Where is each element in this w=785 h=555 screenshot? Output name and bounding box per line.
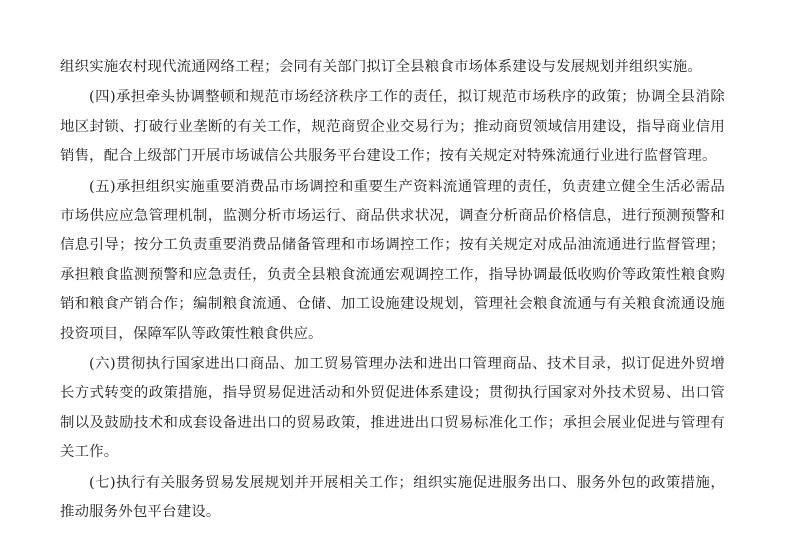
paragraph-item-7: (七)执行有关服务贸易发展规划并开展相关工作；组织实施促进服务出口、服务外包的政策措施，推动服务外包平台建设。 [60,474,725,521]
paragraph-item-6: (六)贯彻执行国家进出口商品、加工贸易管理办法和进出口管理商品、技术目录，拟订促进外贸增长方式转变的政策措施，指导贸易促进活动和外贸促进体系建设；贯彻执行国家对外技术贸易、出口管制以及鼓励技术和成套设备进出口的贸易政策，推进进出口贸易标准化工作；承担会展业促进与管理有关工作。 [60,356,725,461]
paragraph-continuation: 组织实施农村现代流通网络工程；会同有关部门拟订全县粮食市场体系建设与发展规划并组织实施。 [60,59,702,75]
paragraph-item-5: (五)承担组织实施重要消费品市场调控和重要生产资料流通管理的责任，负责建立健全生活必需品市场供应应急管理机制，监测分析市场运行、商品供求状况，调查分析商品价格信息，进行预测预警和信息引导；按分工负责重要消费品储备管理和市场调控工作；按有关规定对成品油流通进行监督管理；承担粮食监测预警和应急责任，负责全县粮食流通宏观调控工作，指导协调最低收购价等政策性粮食购销和粮食产销合作；编制粮食流通、仓储、加工设施建设规划，管理社会粮食流通与有关粮食流通设施投资项目，保障军队等政策性粮食供应。 [60,178,725,342]
paragraph-item-4: (四)承担牵头协调整顿和规范市场经济秩序工作的责任，拟订规范市场秩序的政策；协调全县消除地区封锁、打破行业垄断的有关工作，规范商贸企业交易行为；推动商贸领域信用建设，指导商业信用销售，配合上级部门开展市场诚信公共服务平台建设工作；按有关规定对特殊流通行业进行监督管理。 [60,89,725,165]
